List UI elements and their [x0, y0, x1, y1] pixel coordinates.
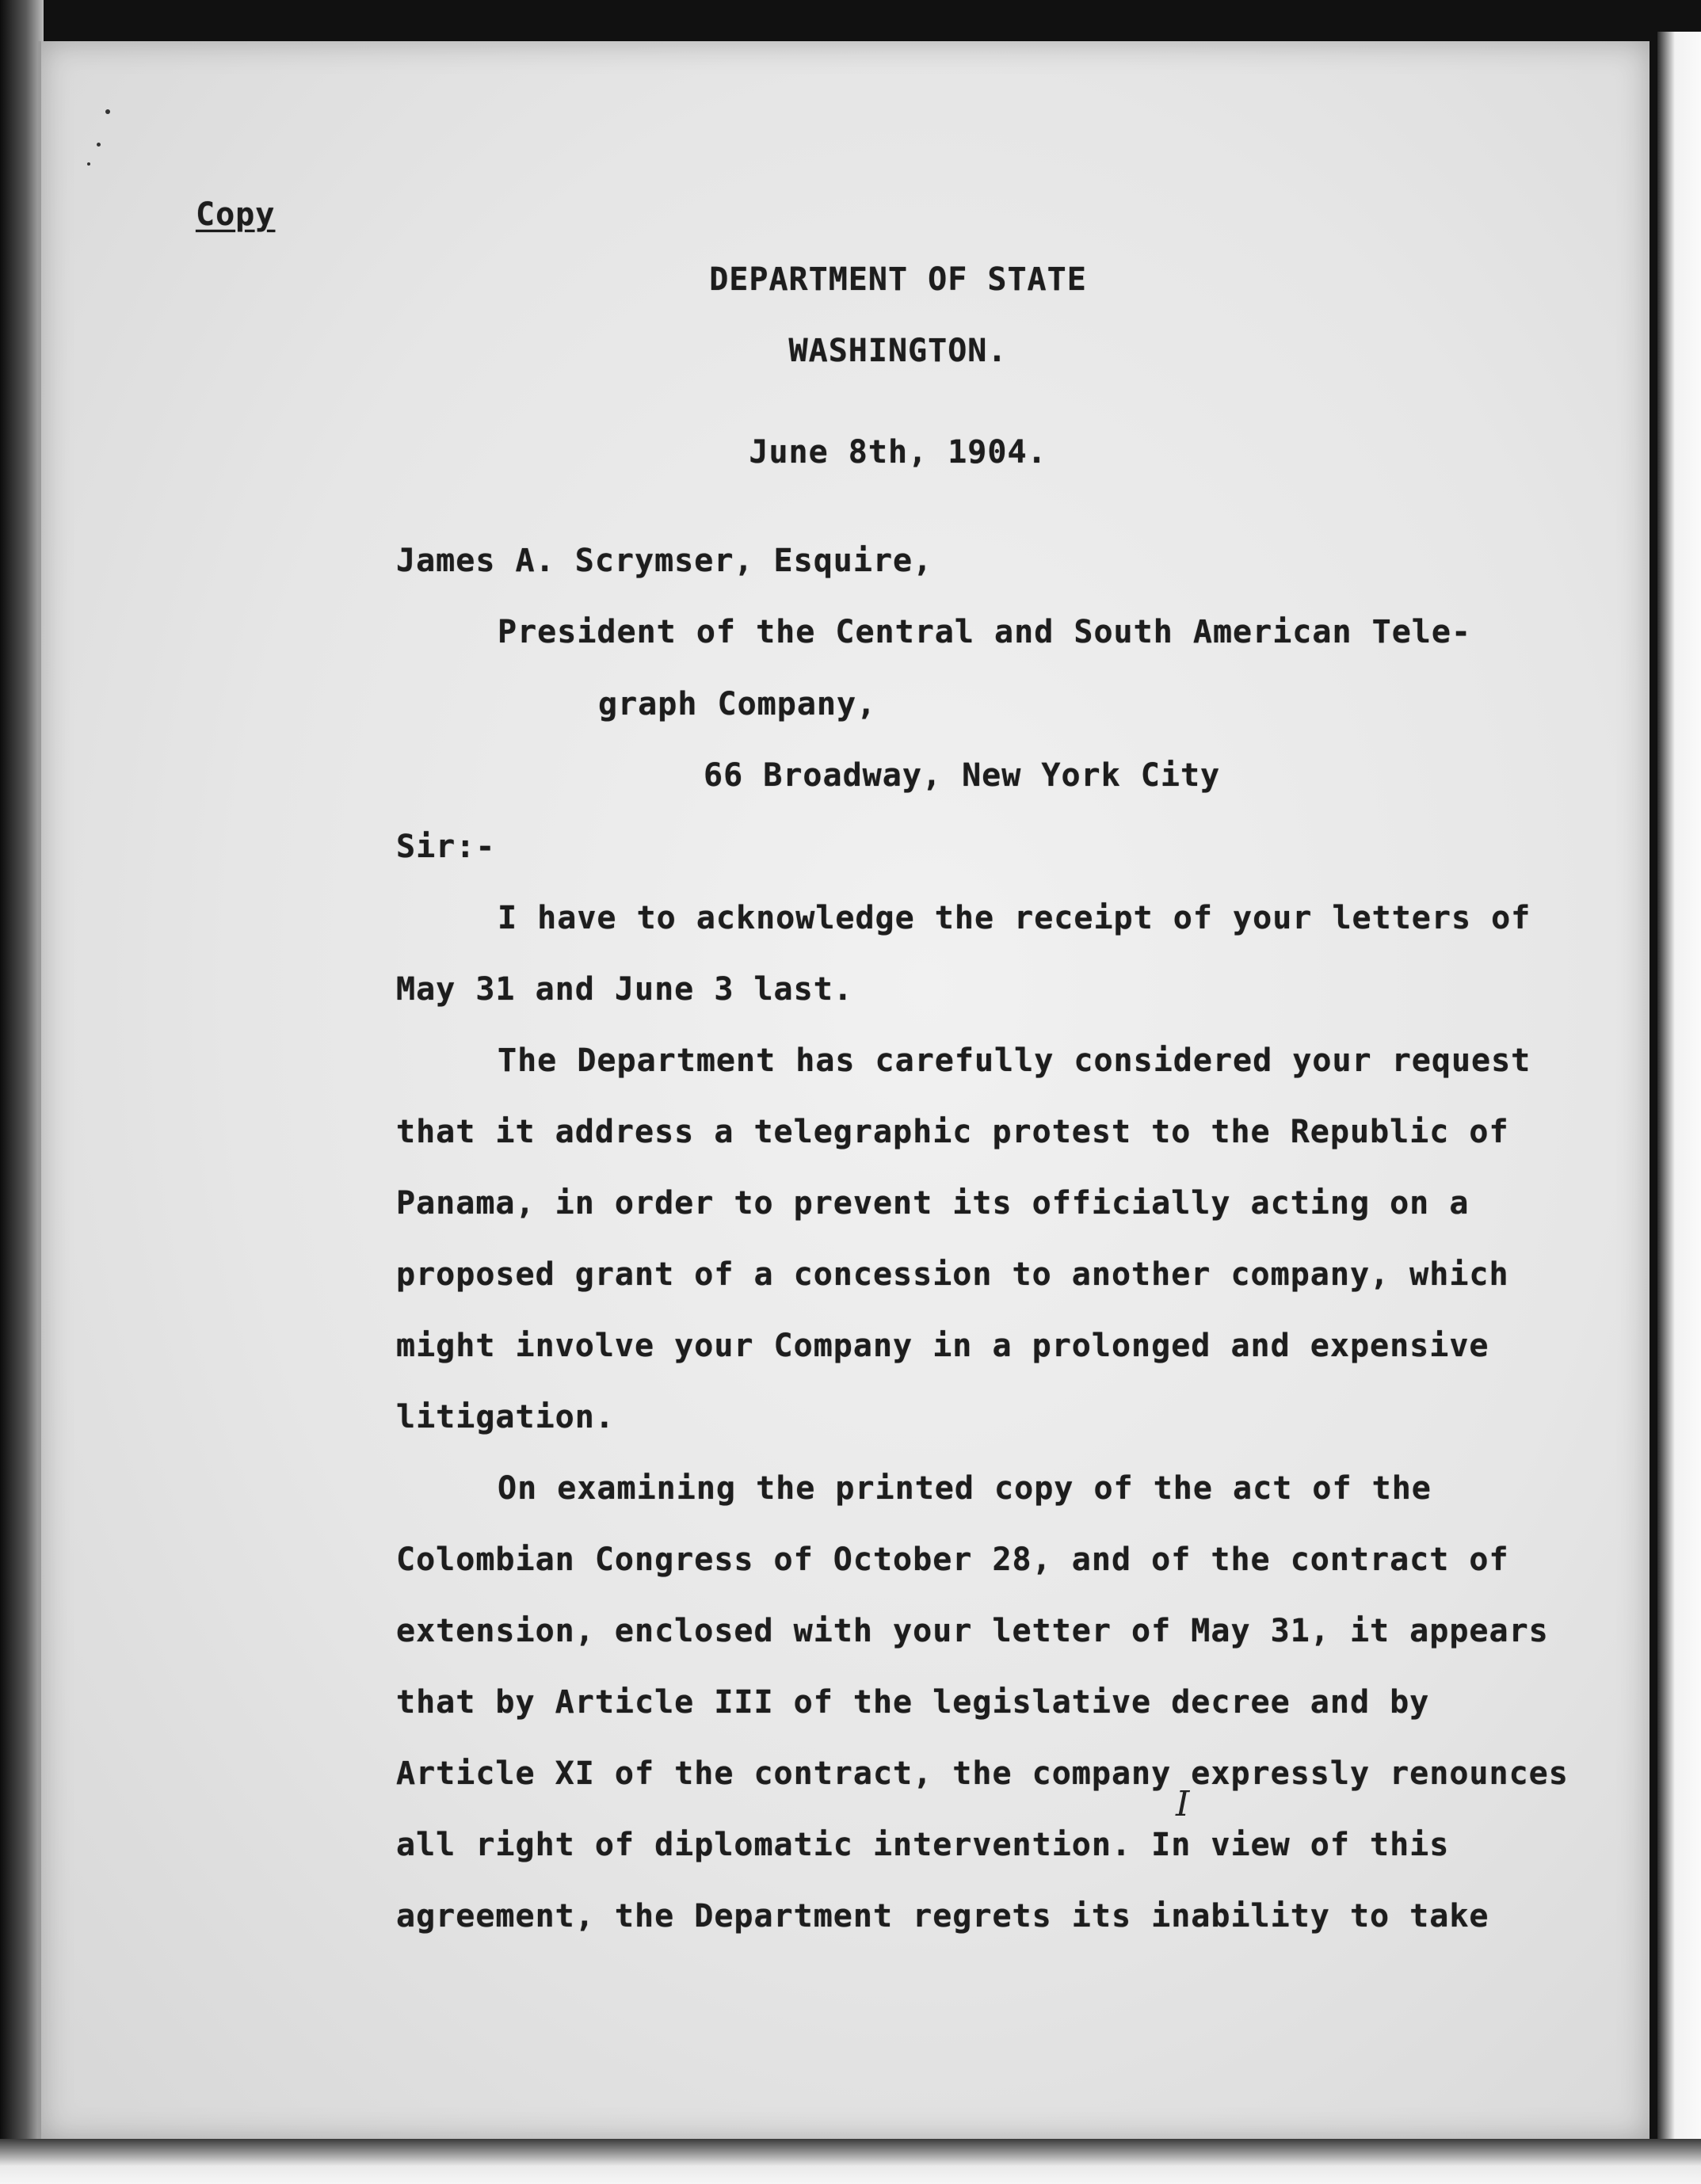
scan-left-edge [0, 0, 44, 2184]
letterhead-city: WASHINGTON. [788, 333, 1008, 369]
body-line: Panama, in order to prevent its officially acting on a [396, 1185, 1470, 1222]
handwritten-correction-mark: I [1176, 1784, 1190, 1824]
letterhead-department: DEPARTMENT OF STATE [709, 261, 1087, 298]
addressee-address: 66 Broadway, New York City [704, 757, 1221, 794]
salutation: Sir:- [396, 829, 496, 865]
scan-speck [87, 162, 90, 166]
body-line: On examining the printed copy of the act of the [498, 1470, 1432, 1507]
body-line: Colombian Congress of October 28, and of the contract of [396, 1542, 1509, 1578]
body-line: extension, enclosed with your letter of May 31, it appears [396, 1613, 1549, 1649]
body-line: May 31 and June 3 last. [396, 971, 853, 1008]
body-line: might involve your Company in a prolonged and expensive [396, 1328, 1489, 1364]
scan-bottom-edge [0, 2139, 1701, 2184]
letter-date: June 8th, 1904. [749, 434, 1047, 471]
body-line: agreement, the Department regrets its inability to take [396, 1898, 1489, 1934]
body-line: litigation. [396, 1399, 615, 1435]
addressee-title-line1: President of the Central and South American Tele- [498, 614, 1472, 650]
addressee-title-line2: graph Company, [598, 686, 877, 722]
body-line: all right of diplomatic intervention. In view of this [396, 1827, 1450, 1863]
body-line: I have to acknowledge the receipt of your letters of [498, 900, 1531, 936]
body-line: proposed grant of a concession to another company, which [396, 1256, 1509, 1293]
body-line: Article XI of the contract, the company expressly renounces [396, 1755, 1569, 1792]
scan-speck [105, 109, 110, 114]
copy-label: Copy [196, 196, 276, 233]
body-line: The Department has carefully considered your request [498, 1042, 1531, 1079]
scan-speck [97, 143, 101, 147]
body-line: that by Article III of the legislative decree and by [396, 1684, 1430, 1721]
addressee-name: James A. Scrymser, Esquire, [396, 543, 933, 579]
body-line: that it address a telegraphic protest to the Republic of [396, 1114, 1509, 1150]
